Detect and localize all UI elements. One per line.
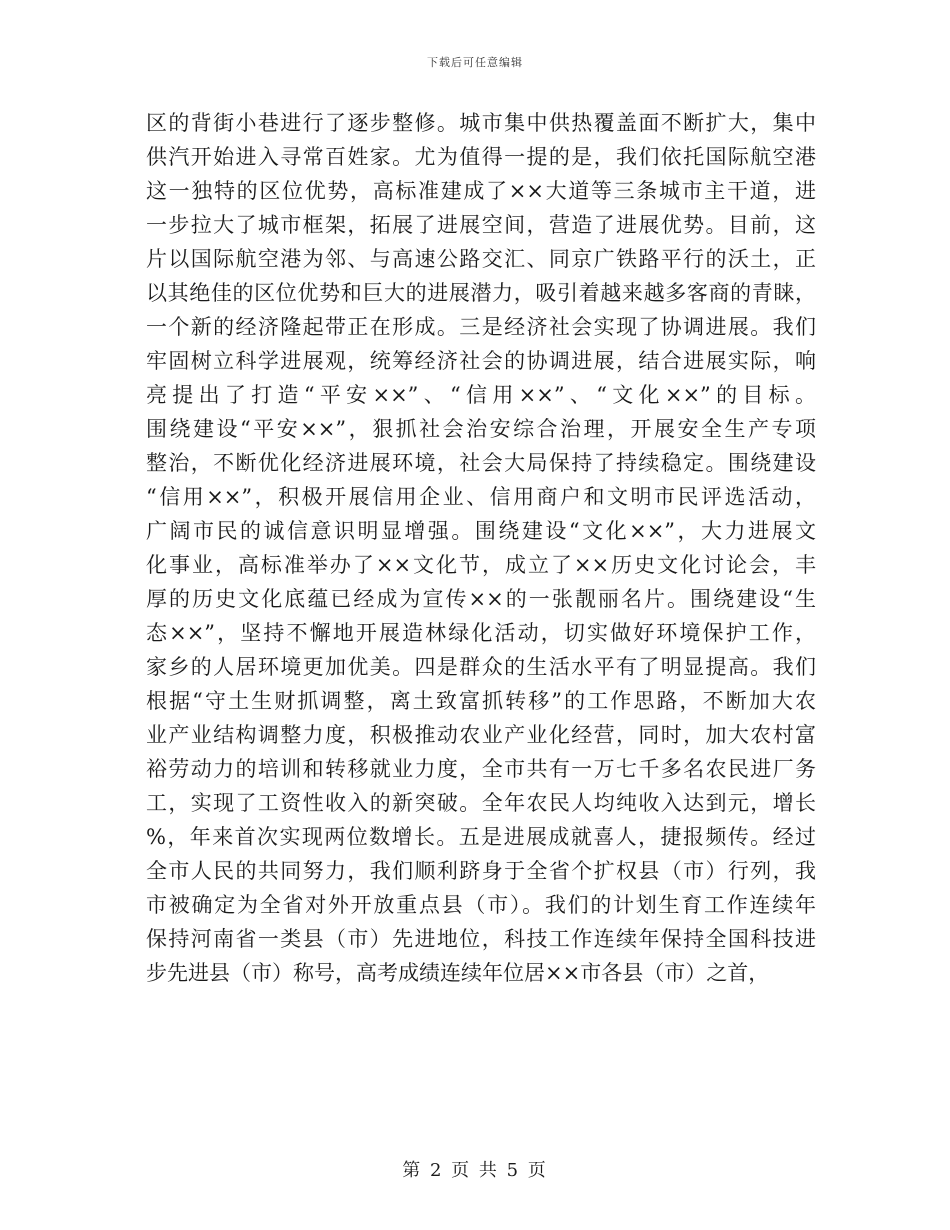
text-line: 市被确定为全省对外开放重点县（市）。我们的计划生育工作连续年 (146, 893, 816, 917)
page-header: 下载后可任意编辑 (427, 56, 523, 69)
text-line: 一步拉大了城市框架，拓展了进展空间，营造了进展优势。目前，这 (146, 213, 816, 237)
text-line: 区的背街小巷进行了逐步整修。城市集中供热覆盖面不断扩大，集中 (146, 111, 816, 135)
text-line: 保持河南省一类县（市）先进地位，科技工作连续年保持全国科技进 (146, 927, 816, 951)
text-line: 亮提出了打造“平安××”、“信用××”、“文化××”的目标。 (146, 383, 816, 407)
text-line: 以其绝佳的区位优势和巨大的进展潜力，吸引着越来越多客商的青睐， (146, 281, 816, 305)
text-line: 牢固树立科学进展观，统筹经济社会的协调进展，结合进展实际，响 (146, 349, 816, 373)
text-line: 围绕建设“平安××”，狠抓社会治安综合治理，开展安全生产专项 (146, 417, 816, 441)
text-line: 步先进县（市）称号，高考成绩连续年位居××市各县（市）之首， (146, 961, 770, 985)
text-line: 根据“守土生财抓调整，离土致富抓转移”的工作思路，不断加大农 (146, 689, 816, 713)
text-line: %，年来首次实现两位数增长。五是进展成就喜人，捷报频传。经过 (146, 825, 816, 849)
text-line: 工，实现了工资性收入的新突破。全年农民人均纯收入达到元，增长 (146, 791, 816, 815)
text-line: 态××”，坚持不懈地开展造林绿化活动，切实做好环境保护工作， (146, 621, 816, 645)
text-line: 全市人民的共同努力，我们顺利跻身于全省个扩权县（市）行列，我 (146, 859, 816, 883)
page-number: 第 2 页 共 5 页 (402, 1160, 548, 1181)
text-line: 片以国际航空港为邻、与高速公路交汇、同京广铁路平行的沃土，正 (146, 247, 816, 271)
text-line: 业产业结构调整力度，积极推动农业产业化经营，同时，加大农村富 (146, 723, 816, 747)
text-line: 家乡的人居环境更加优美。四是群众的生活水平有了明显提高。我们 (146, 655, 816, 679)
text-line: 一个新的经济隆起带正在形成。三是经济社会实现了协调进展。我们 (146, 315, 816, 339)
text-line: 裕劳动力的培训和转移就业力度，全市共有一万七千多名农民进厂务 (146, 757, 816, 781)
text-line: 化事业，高标准举办了××文化节，成立了××历史文化讨论会，丰 (146, 553, 816, 577)
text-line: “信用××”，积极开展信用企业、信用商户和文明市民评选活动， (146, 485, 816, 509)
text-line: 广阔市民的诚信意识明显增强。围绕建设“文化××”，大力进展文 (146, 519, 816, 543)
text-line: 供汽开始进入寻常百姓家。尤为值得一提的是，我们依托国际航空港 (146, 145, 816, 169)
text-line: 厚的历史文化底蕴已经成为宣传××的一张靓丽名片。围绕建设“生 (146, 587, 816, 611)
text-line: 这一独特的区位优势，高标准建成了××大道等三条城市主干道，进 (146, 179, 816, 203)
body-text (146, 106, 816, 990)
text-line: 整治，不断优化经济进展环境，社会大局保持了持续稳定。围绕建设 (146, 451, 816, 475)
